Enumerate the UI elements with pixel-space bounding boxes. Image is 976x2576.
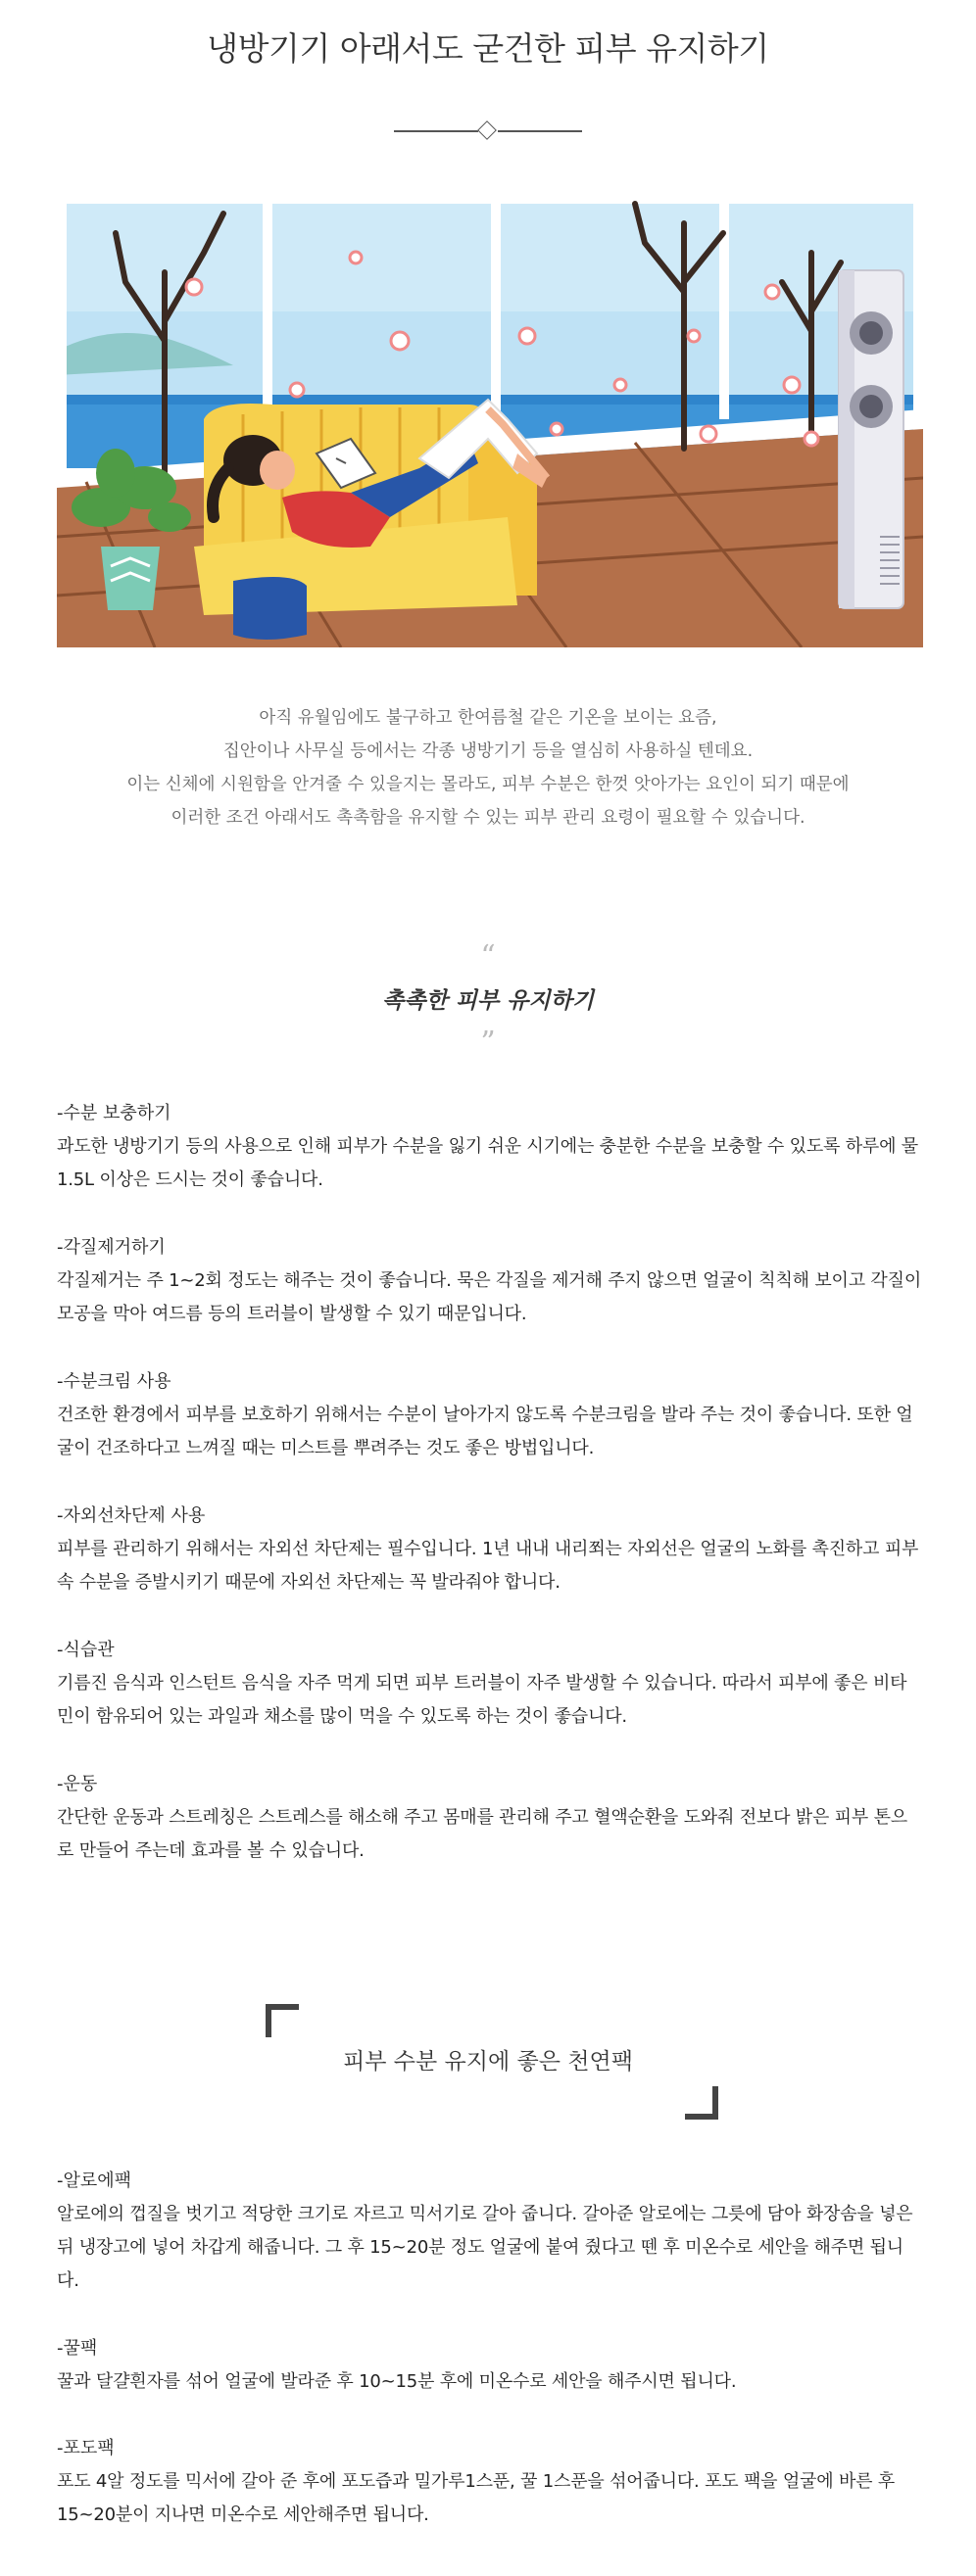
intro-line: 아직 유월임에도 불구하고 한여름철 같은 기온을 보이는 요즘, — [259, 708, 717, 728]
pack-item — [57, 2165, 923, 2298]
tip-item — [57, 1231, 923, 1331]
pack-heading: -꿀팩 — [57, 2338, 98, 2359]
tip-body: 건조한 환경에서 피부를 보호하기 위해서는 수분이 날아가지 않도록 수분크림을 발라 주는 것이 좋습니다. 또한 얼굴이 건조하다고 느껴질 때는 미스트를 뿌려주는 것도 좋은 방법입니다. — [57, 1405, 913, 1458]
tip-heading: -식습관 — [57, 1640, 115, 1660]
tip-heading: -각질제거하기 — [57, 1237, 166, 1258]
tip-heading: -수분크림 사용 — [57, 1371, 171, 1392]
corner-bracket-bottom-right — [685, 2086, 718, 2120]
title-divider — [394, 121, 582, 141]
tip-item — [57, 1500, 923, 1599]
intro-line: 이는 신체에 시원함을 안겨줄 수 있을지는 몰라도, 피부 수분은 한껏 앗아가는 요인이 되기 때문에 — [126, 775, 850, 794]
tip-body: 기름진 음식과 인스턴트 음식을 자주 먹게 되면 피부 트러블이 자주 발생할 수 있습니다. 따라서 피부에 좋은 비타민이 함유되어 있는 과일과 채소를 많이 먹을 수 있도록 하는 것이 좋습니다. — [57, 1673, 907, 1727]
pack-item — [57, 2432, 923, 2532]
intro-line: 집안이나 사무실 등에서는 각종 냉방기기 등을 열심히 사용하실 텐데요. — [222, 741, 754, 761]
pack-body: 알로에의 껍질을 벗기고 적당한 크기로 자르고 믹서기로 갈아 줍니다. 갈아준 알로에는 그릇에 담아 화장솜을 넣은 뒤 냉장고에 넣어 차갑게 해줍니다. 그 후 15~20분 정도 얼굴에 붙여 줬다고 뗀 후 미온수로 세안을 해주면 됩니다. — [57, 2204, 913, 2291]
section-title-natural-packs: 피부 수분 유지에 좋은 천연팩 — [343, 2049, 633, 2075]
tip-body: 과도한 냉방기기 등의 사용으로 인해 피부가 수분을 잃기 쉬운 시기에는 충분한 수분을 보충할 수 있도록 하루에 물 1.5L 이상은 드시는 것이 좋습니다. — [57, 1136, 918, 1190]
tip-body: 각질제거는 주 1~2회 정도는 해주는 것이 좋습니다. 묵은 각질을 제거해 주지 않으면 얼굴이 칙칙해 보이고 각질이 모공을 막아 여드름 등의 트러블이 발생할 수 있기 때문입니다. — [57, 1270, 922, 1324]
tip-heading: -수분 보충하기 — [57, 1103, 171, 1123]
hero-illustration — [57, 194, 923, 647]
corner-bracket-top-left — [266, 2004, 299, 2037]
tip-item — [57, 1365, 923, 1465]
tip-body: 간단한 운동과 스트레칭은 스트레스를 해소해 주고 몸매를 관리해 주고 혈액순환을 도와줘 전보다 밝은 피부 톤으로 만들어 주는데 효과를 볼 수 있습니다. — [57, 1807, 907, 1861]
divider-line-right — [498, 130, 582, 132]
section-title-moist-skin: 촉촉한 피부 유지하기 — [382, 988, 594, 1014]
tip-item — [57, 1097, 923, 1197]
pack-body: 꿀과 달걀흰자를 섞어 얼굴에 발라준 후 10~15분 후에 미온수로 세안을 해주시면 됩니다. — [57, 2371, 737, 2392]
tip-body: 피부를 관리하기 위해서는 자외선 차단제는 필수입니다. 1년 내내 내리쬐는 자외선은 얼굴의 노화를 촉진하고 피부 속 수분을 증발시키기 때문에 자외선 차단제는 꼭 발라줘야 합니다. — [57, 1539, 919, 1593]
close-quote-icon: ” — [480, 1026, 496, 1060]
tip-heading: -운동 — [57, 1774, 98, 1794]
pack-body: 포도 4알 정도를 믹서에 갈아 준 후에 포도즙과 밀가루1스푼, 꿀 1스푼을 섞어줍니다. 포도 팩을 얼굴에 바른 후 15~20분이 지나면 미온수로 세안해주면 됩니다. — [57, 2471, 896, 2525]
intro-paragraph — [0, 701, 976, 835]
tip-heading: -자외선차단제 사용 — [57, 1505, 206, 1526]
pack-item — [57, 2332, 923, 2399]
diamond-icon — [477, 120, 497, 140]
divider-line-left — [394, 130, 478, 132]
intro-line: 이러한 조건 아래서도 촉촉함을 유지할 수 있는 피부 관리 요령이 필요할 수 있습니다. — [171, 808, 805, 828]
pack-heading: -알로에팩 — [57, 2171, 132, 2191]
article-title: 냉방기기 아래서도 굳건한 피부 유지하기 — [207, 29, 769, 68]
tip-item — [57, 1634, 923, 1734]
open-quote-icon: “ — [480, 939, 496, 974]
pack-heading: -포도팩 — [57, 2438, 115, 2458]
tip-item — [57, 1768, 923, 1868]
